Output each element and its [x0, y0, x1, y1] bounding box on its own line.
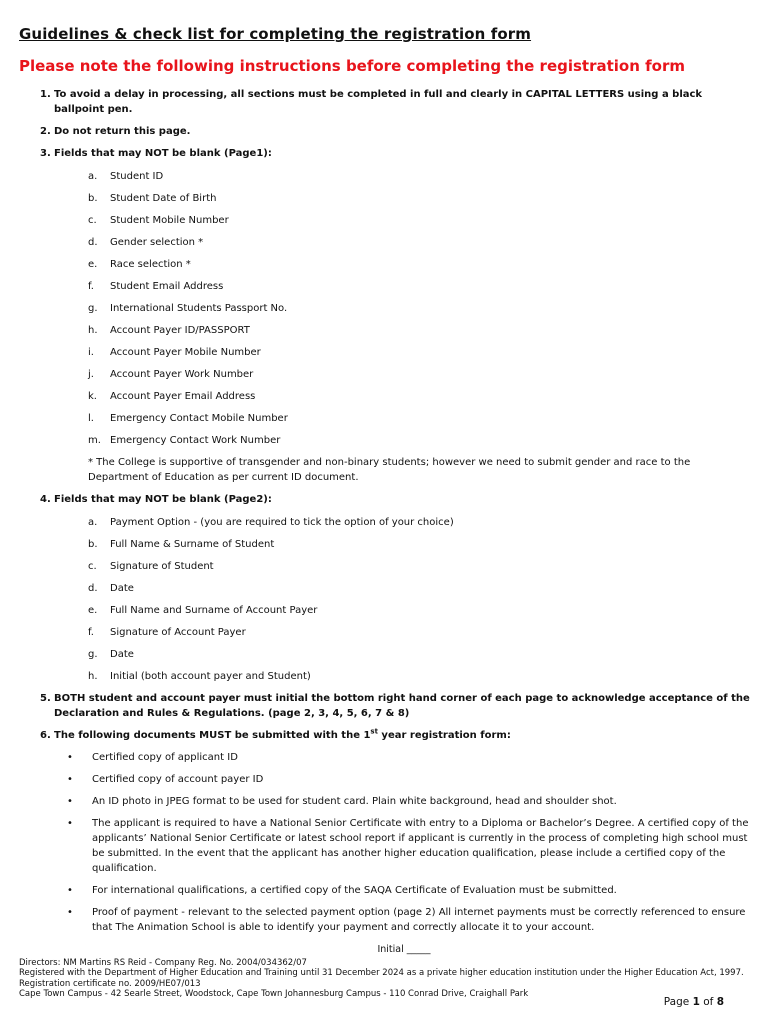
page-footer [19, 945, 749, 1000]
page1-fields-list [88, 170, 752, 448]
gender-race-note: * The College is supportive of transgender and non-binary students; however we need to submit gender and race to the Department of Education as per current ID document. [88, 457, 691, 483]
list-item: j. Account Payer Work Number [88, 369, 254, 380]
list-item: f. Signature of Account Payer [88, 627, 246, 638]
list-item: i. Account Payer Mobile Number [88, 347, 261, 358]
list-item: • For international qualifications, a certified copy of the SAQA Certificate of Evaluation must be submitted. [67, 885, 617, 896]
footer-directors: Directors: NM Martins RS Reid - Company Reg. No. 2004/034362/07 [19, 957, 307, 968]
list-item: d. Gender selection * [88, 237, 204, 248]
list-item: c. Signature of Student [88, 561, 214, 572]
instruction-1: 1. To avoid a delay in processing, all sections must be completed in full and clearly in CAPITAL LETTERS using a black ballpoint pen. [40, 89, 703, 115]
instruction-6: 6. The following documents MUST be submitted with the 1st year registration form: [40, 727, 511, 741]
footer-campuses: Cape Town Campus - 42 Searle Street, Woodstock, Cape Town Johannesburg Campus - 110 Conrad Drive, Craighall Park [19, 989, 529, 999]
initial-line: Initial _____ [377, 944, 431, 955]
list-item: • Certified copy of account payer ID [67, 774, 264, 785]
bullet-icon: • [67, 885, 73, 896]
documents-list [67, 750, 752, 935]
page-title: Guidelines & check list for completing the registration form [19, 25, 532, 43]
bullet-icon: • [67, 774, 73, 785]
list-item: k. Account Payer Email Address [88, 391, 256, 402]
list-item: e. Full Name and Surname of Account Payer [88, 605, 318, 616]
list-item: f. Student Email Address [88, 281, 224, 292]
list-item: b. Full Name & Surname of Student [88, 539, 275, 550]
list-item: h. Initial (both account payer and Student) [88, 671, 311, 682]
instruction-5: 5. BOTH student and account payer must initial the bottom right hand corner of each page to acknowledge acceptance of the Declaration and Rules & Regulations. (page 2, 3, 4, 5, 6, 7 & 8) [40, 693, 750, 719]
instructions-list [40, 87, 752, 935]
page-number: Page 1 of 8 [663, 996, 724, 1008]
page2-fields-list [88, 516, 752, 684]
list-item: e. Race selection * [88, 259, 191, 270]
list-item: • An ID photo in JPEG format to be used for student card. Plain white background, head and shoulder shot. [67, 796, 617, 807]
instruction-2: 2. Do not return this page. [40, 126, 191, 137]
list-item: • The applicant is required to have a National Senior Certificate with entry to a Diploma or Bachelor’s Degree. A certified copy of the applicants’ National Senior Certificate or latest school report if applicant is currently in the process of completing high school must be submitted. In the event that the applicant has another higher education qualification, please include a certified copy of the qualification. [67, 818, 749, 874]
list-item: g. Date [88, 649, 134, 660]
instruction-3: 3. Fields that may NOT be blank (Page1): [40, 148, 272, 159]
list-item: • Certified copy of applicant ID [67, 752, 238, 763]
bullet-icon: • [67, 818, 73, 829]
footer-registration: Registered with the Department of Higher Education and Training until 31 December 2024 as a private higher education institution under the Higher Education Act, 1997. Registration certificate no. 2009/HE07/013 [19, 968, 744, 989]
list-item: b. Student Date of Birth [88, 193, 217, 204]
list-item: a. Payment Option - (you are required to tick the option of your choice) [88, 517, 454, 528]
instruction-4: 4. Fields that may NOT be blank (Page2): [40, 494, 272, 505]
bullet-icon: • [67, 752, 73, 763]
list-item: a. Student ID [88, 171, 164, 182]
list-item: m. Emergency Contact Work Number [88, 435, 281, 446]
list-item: • Proof of payment - relevant to the selected payment option (page 2) All internet payments must be correctly referenced to ensure that The Animation School is able to identify your payment and correctly allocate it to your account. [67, 907, 746, 933]
list-item: h. Account Payer ID/PASSPORT [88, 325, 250, 336]
list-item: d. Date [88, 583, 134, 594]
bullet-icon: • [67, 907, 73, 918]
list-item: l. Emergency Contact Mobile Number [88, 413, 288, 424]
list-item: c. Student Mobile Number [88, 215, 229, 226]
instructions-heading: Please note the following instructions before completing the registration form [19, 57, 685, 75]
list-item: g. International Students Passport No. [88, 303, 288, 314]
bullet-icon: • [67, 796, 73, 807]
